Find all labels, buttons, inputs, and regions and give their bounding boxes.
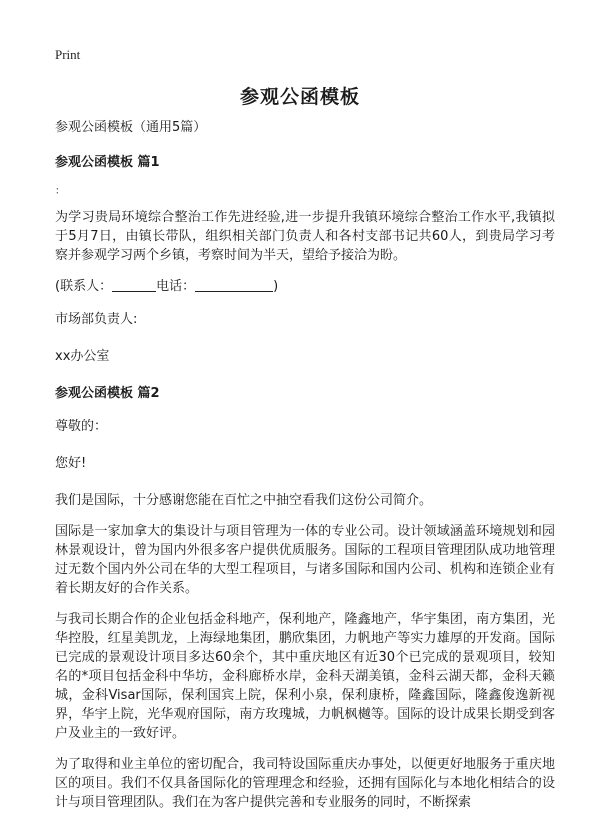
page-title: 参观公函模板 [239,86,360,108]
office-paragraph: 为了取得和业主单位的密切配合，我司特设国际重庆办事处，以便更好地服务于重庆地区的项目。我们不仅具备国际化的管理理念和经验，还拥有国际化与本地化相结合的设计与项目管理团队。我们在为客户提供完善和专业服务的同时，不断探索 [55,757,555,810]
greeting: 尊敬的： [55,419,108,434]
section1-heading: 参观公函模板 篇1 [55,155,160,170]
section2-heading: 参观公函模板 篇2 [55,386,160,401]
office-line: xx办公室 [55,349,110,364]
signer-line: 市场部负责人: [55,312,138,327]
contact-blank [112,277,156,292]
print-link[interactable]: Print [55,47,81,62]
section1-body: 为学习贵局环境综合整治工作先进经验,进一步提升我镇环境综合整治工作水平,我镇拟于5月7日，由镇长带队，组织相关部门负责人和各村支部书记共60人，到贵局学习考察并参观学习两个乡镇，考察时间为半天，望给予接洽为盼。 [55,210,555,263]
phone-blank [195,277,273,292]
hello: 您好! [55,456,87,471]
intro-paragraph: 我们是国际，十分感谢您能在百忙之中抽空看我们这份公司简介。 [55,493,433,508]
contact-label: (联系人： [55,279,113,294]
company-paragraph: 国际是一家加拿大的集设计与项目管理为一体的专业公司。设计领域涵盖环境规划和园林景观设计，曾为国内外很多客户提供优质服务。国际的工程项目管理团队成功地管理过无数个国内外公司在华的大型工程项目，与诸多国际和国内公司、机构和连锁企业有着长期友好的合作关系。 [55,524,555,596]
partners-paragraph: 与我司长期合作的企业包括金科地产，保利地产，隆鑫地产，华宇集团，南方集团，光华控股，红星美凯龙，上海绿地集团，鹏欣集团，力帆地产等实力雄厚的开发商。国际已完成的景观设计项目多达60余个，其中重庆地区有近30个已完成的景观项目，较知名的*项目包括金科中华坊，金科廊桥水岸，金科天湖美镇，金科云湖天都，金科天籁城，金科Visar国际，保利国宾上院，保利小泉，保利康桥，隆鑫国际，隆鑫俊逸新视界，华宇上院，光华观府国际，南方玫瑰城，力帆枫樾等。国际的设计成果长期受到客户及业主的一致好评。 [55,612,555,741]
document-body [55,118,555,824]
close-paren: ) [273,279,279,294]
document-subtitle: 参观公函模板（通用5篇） [55,120,207,135]
phone-label: 电话： [156,279,196,294]
contact-line [55,277,555,296]
section1-marker: ： [55,186,65,197]
